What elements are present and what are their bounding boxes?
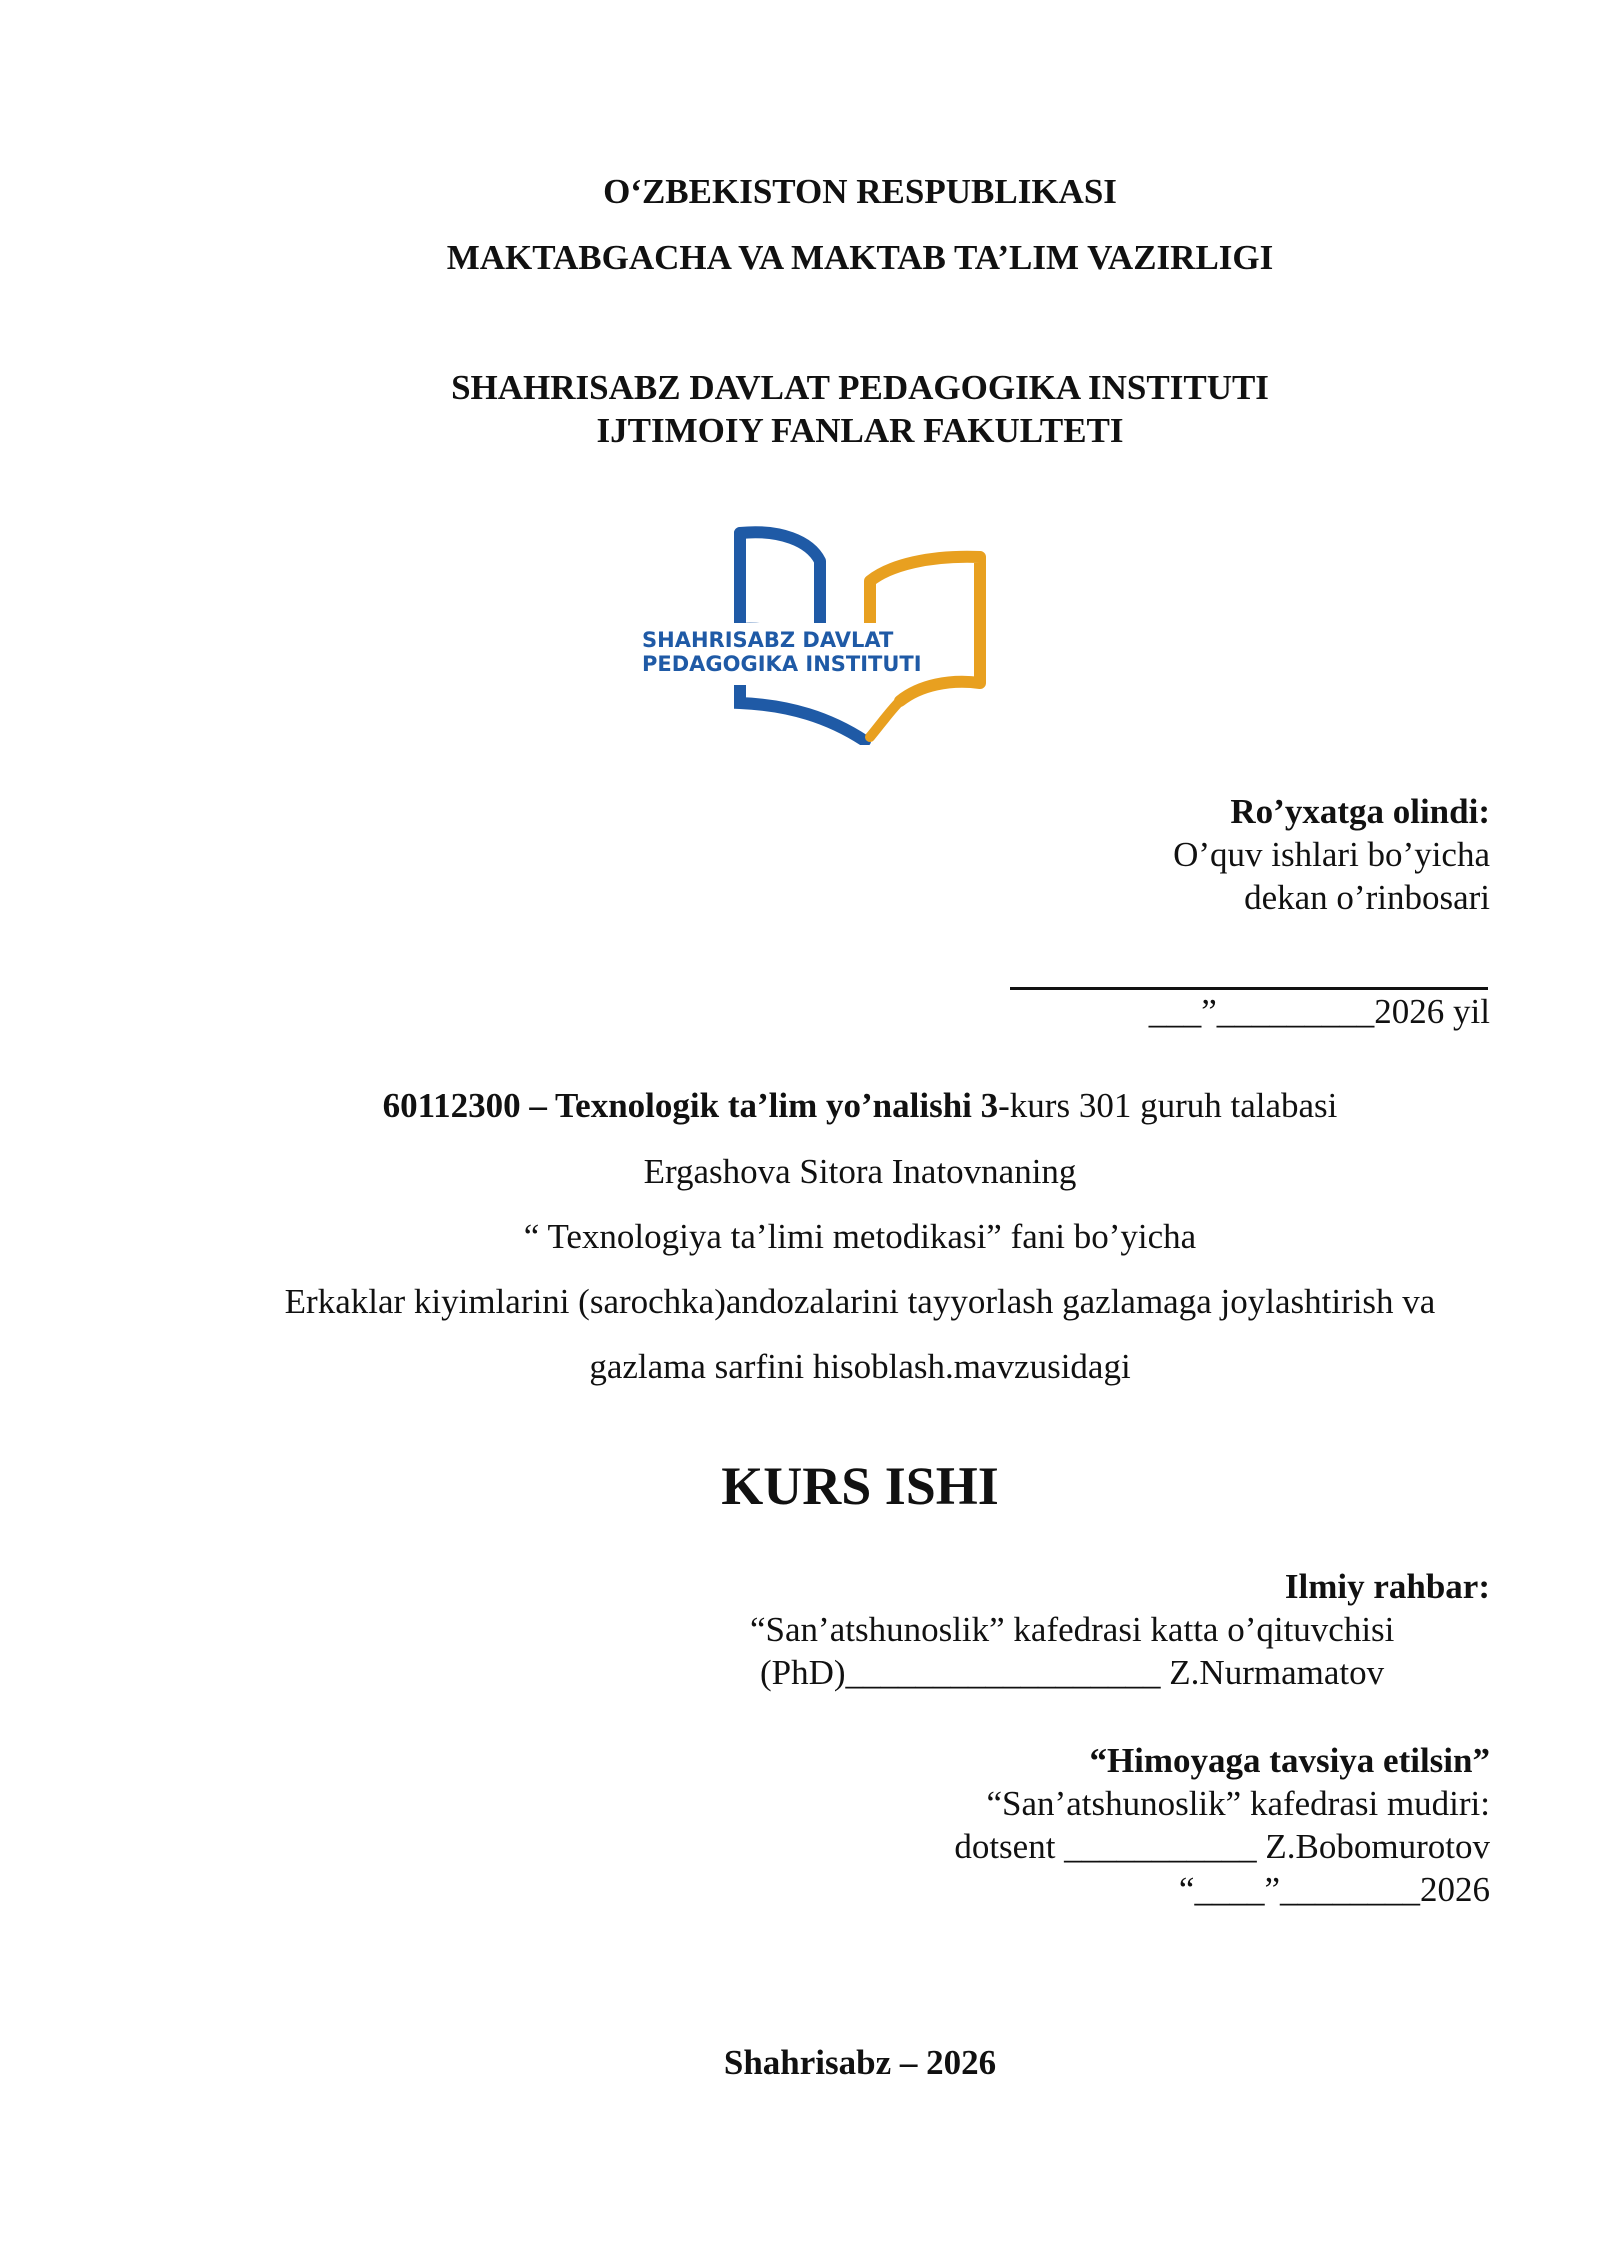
registration-date: ___”_________2026 yil: [1148, 992, 1490, 1031]
document-title: KURS ISHI: [721, 1456, 999, 1516]
student-name: Ergashova Sitora Inatovnaning: [643, 1152, 1077, 1191]
student-program: [0, 1086, 1600, 1126]
logo-text-line2: PEDAGOGIKA INSTITUTI: [642, 652, 922, 676]
defense-title: “Himoyaga tavsiya etilsin”: [1089, 1741, 1490, 1780]
supervisor-line2: (PhD)__________________ Z.Nurmamatov: [760, 1653, 1385, 1692]
country-heading: O‘ZBEKISTON RESPUBLIKASI: [603, 172, 1117, 211]
faculty-heading: IJTIMOIY FANLAR FAKULTETI: [596, 411, 1124, 450]
footer-city-year: Shahrisabz – 2026: [723, 2043, 997, 2082]
program-code: 60112300 – Texnologik ta’lim yo’nalishi 3: [382, 1086, 999, 1125]
registration-line1: O’quv ishlari bo’yicha: [1173, 835, 1490, 874]
supervisor-title: Ilmiy rahbar:: [1284, 1567, 1490, 1606]
topic-line-1: Erkaklar kiyimlarini (sarochka)andozalarini tayyorlash gazlamaga joylashtirish va: [284, 1282, 1436, 1321]
defense-date: “____”________2026: [1178, 1870, 1490, 1909]
institute-logo: [640, 523, 990, 745]
registration-signature-line: [1010, 987, 1488, 990]
supervisor-line1: “San’atshunoslik” kafedrasi katta o’qituvchisi: [750, 1610, 1395, 1649]
registration-title: Ro’yxatga olindi:: [1230, 792, 1490, 831]
institute-heading: SHAHRISABZ DAVLAT PEDAGOGIKA INSTITUTI: [451, 368, 1269, 407]
topic-line-2: gazlama sarfini hisoblash.mavzusidagi: [589, 1347, 1131, 1386]
logo-text-line1: SHAHRISABZ DAVLAT: [642, 628, 894, 652]
ministry-heading: MAKTABGACHA VA MAKTAB TA’LIM VAZIRLIGI: [446, 238, 1274, 277]
defense-line1: “San’atshunoslik” kafedrasi mudiri:: [986, 1784, 1490, 1823]
defense-line2: dotsent ___________ Z.Bobomurotov: [954, 1827, 1490, 1866]
registration-line2: dekan o’rinbosari: [1244, 878, 1490, 917]
subject-line: “ Texnologiya ta’limi metodikasi” fani bo’yicha: [523, 1217, 1197, 1256]
course-group: -kurs 301 guruh talabasi: [998, 1086, 1338, 1125]
